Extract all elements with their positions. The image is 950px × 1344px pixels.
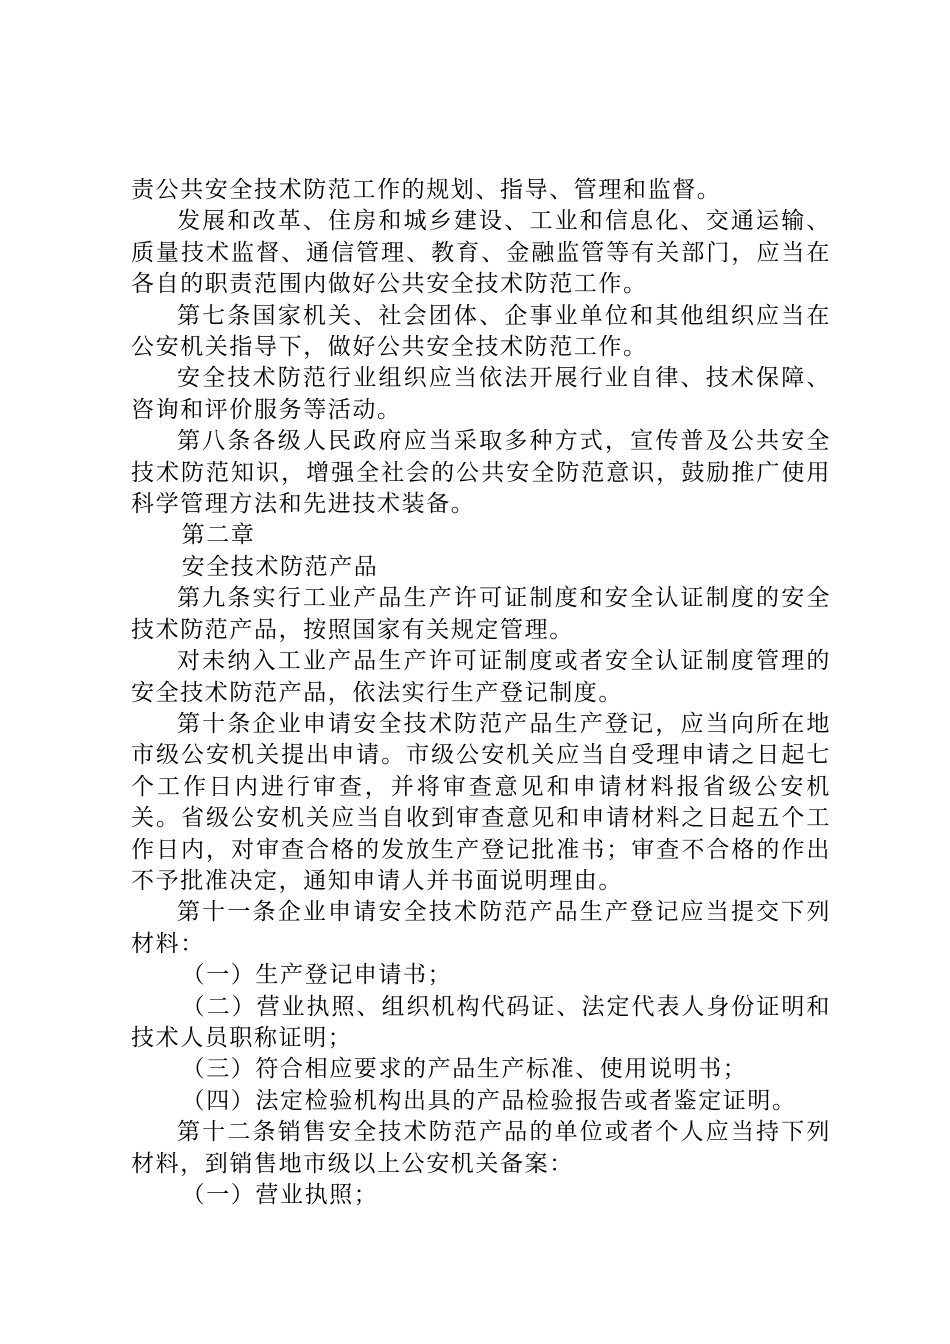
article-twelve: 第十二条销售安全技术防范产品的单位或者个人应当持下列材料，到销售地市级以上公安机关备案：	[131, 1119, 831, 1177]
article-eight: 第八条各级人民政府应当采取多种方式，宣传普及公共安全技术防范知识，增强全社会的公共安全防范意识，鼓励推广使用科学管理方法和先进技术装备。	[131, 428, 831, 518]
chapter-number: 第二章	[181, 522, 256, 549]
paragraph: 发展和改革、住房和城乡建设、工业和信息化、交通运输、质量技术监督、通信管理、教育、金融监管等有关部门，应当在各自的职责范围内做好公共安全技术防范工作。	[131, 208, 831, 298]
article-seven: 第七条国家机关、社会团体、企事业单位和其他组织应当在公安机关指导下，做好公共安全技术防范工作。	[131, 302, 831, 361]
chapter-title: 安全技术防范产品	[181, 553, 379, 580]
paragraph: 对未纳入工业产品生产许可证制度或者安全认证制度管理的安全技术防范产品，依法实行生产登记制度。	[131, 648, 831, 706]
list-item: （一）生产登记申请书；	[181, 962, 453, 989]
list-item: （二）营业执照、组织机构代码证、法定代表人身份证明和技术人员职称证明；	[131, 993, 831, 1051]
list-item: （三）符合相应要求的产品生产标准、使用说明书；	[181, 1056, 748, 1083]
article-ten: 第十条企业申请安全技术防范产品生产登记，应当向所在地市级公安机关提出申请。市级公安机关应当自受理申请之日起七个工作日内进行审查，并将审查意见和申请材料报省级公安机关。省级公安机关应当自收到审查意见和申请材料之日起五个工作日内，对审查合格的发放生产登记批准书；审查不合格的作出不予批准决定，通知申请人并书面说明理由。	[131, 710, 831, 894]
paragraph-continuation: 责公共安全技术防范工作的规划、指导、管理和监督。	[131, 177, 722, 203]
paragraph: 安全技术防范行业组织应当依法开展行业自律、技术保障、咨询和评价服务等活动。	[131, 365, 831, 423]
article-nine: 第九条实行工业产品生产许可证制度和安全认证制度的安全技术防范产品，按照国家有关规定管理。	[131, 585, 831, 643]
document-body	[131, 175, 831, 1211]
list-item: （一）营业执照；	[181, 1182, 379, 1208]
article-eleven: 第十一条企业申请安全技术防范产品生产登记应当提交下列材料：	[131, 899, 831, 957]
list-item: （四）法定检验机构出具的产品检验报告或者鉴定证明。	[181, 1087, 797, 1114]
